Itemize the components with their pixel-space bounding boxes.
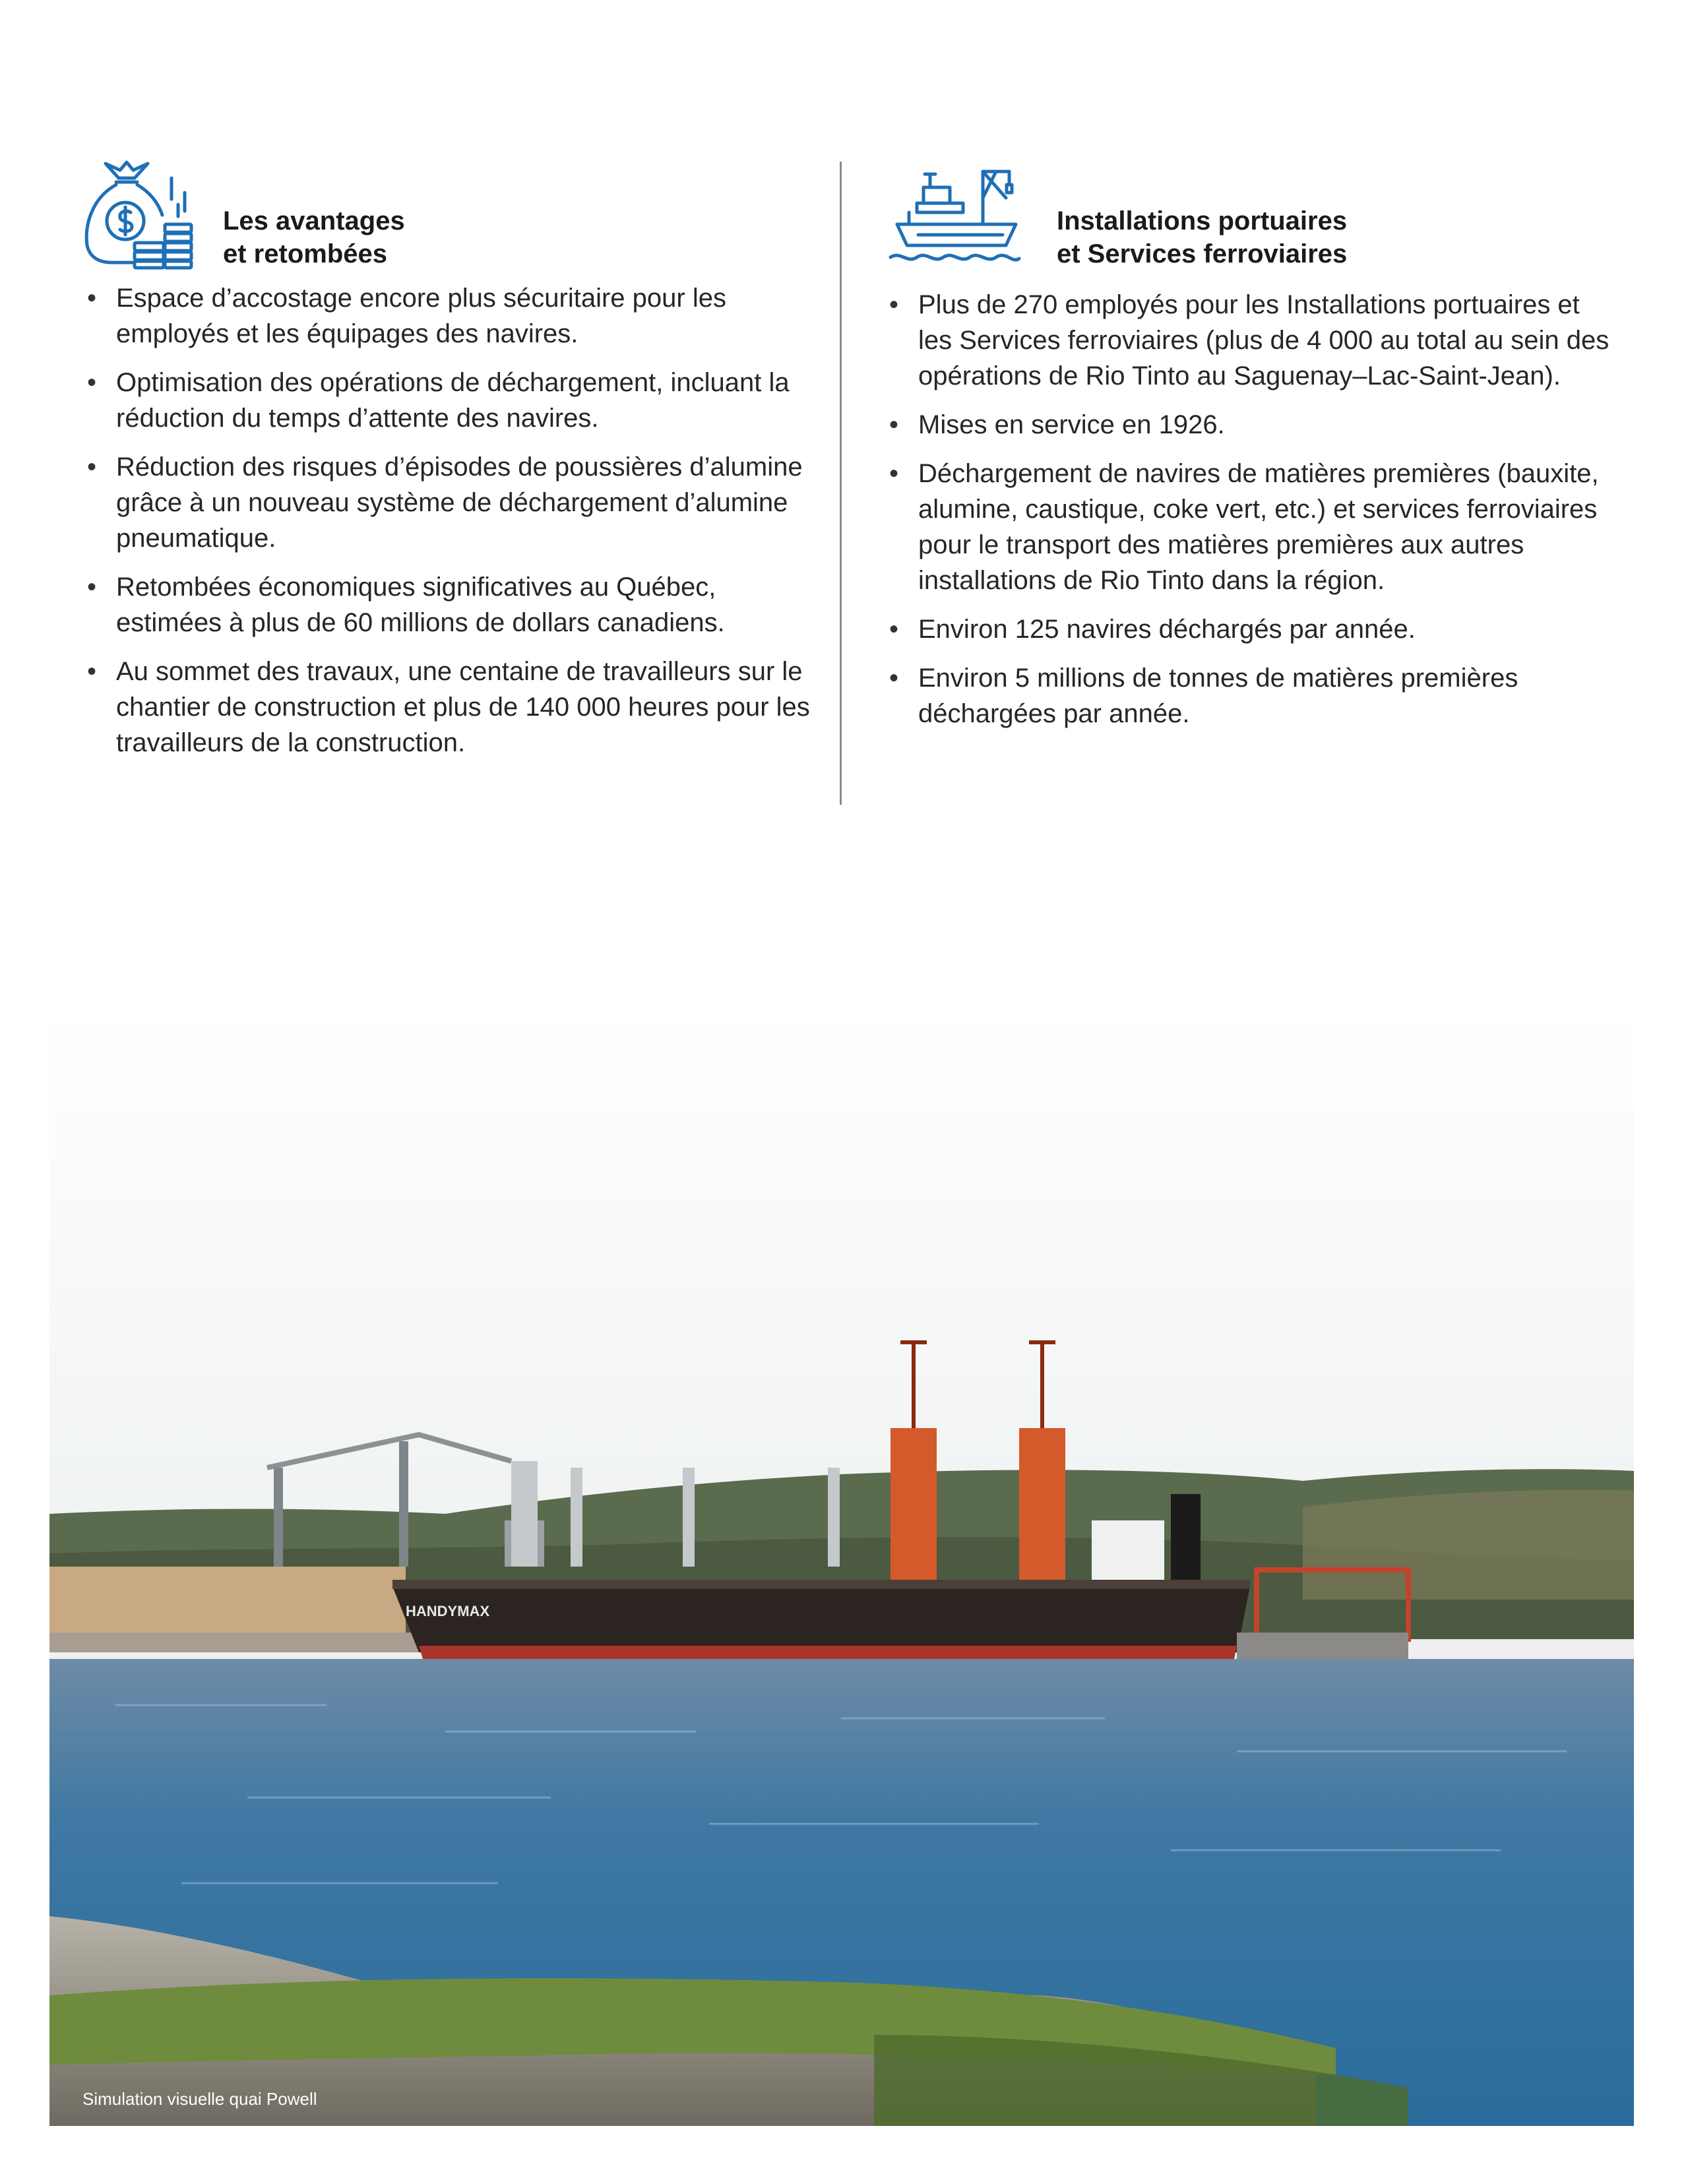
list-item: • Au sommet des travaux, une centaine de travailleurs sur le chantier de construction et plus de 140 000 heures pour les travailleurs de la construction. [82,654,811,761]
list-item: • Espace d’accostage encore plus sécuritaire pour les employés et les équipages des navires. [82,280,811,352]
benefits-list [82,280,811,761]
list-item: • Environ 5 millions de tonnes de matières premières déchargées par année. [884,660,1616,732]
port-facilities-header [884,158,1616,274]
benefits-header [79,158,811,274]
port-facilities-list [884,287,1616,732]
ship-crane-icon [884,158,1022,270]
money-bag-coins-icon [79,158,198,270]
ship-name-label: HANDYMAX [406,1603,490,1619]
port-scene-illustration [49,1006,1634,2126]
list-item: • Retombées économiques significatives au Québec, estimées à plus de 60 millions de dollars canadiens. [82,569,811,640]
benefits-title-line2: et retombées [223,239,387,268]
list-item: • Réduction des risques d’épisodes de poussières d’alumine grâce à un nouveau système de déchargement d’alumine pneumatique. [82,449,811,556]
list-item: • Déchargement de navires de matières premières (bauxite, alumine, caustique, coke vert, etc.) et services ferroviaires pour le transport des matières premières aux autres installations de Rio Tinto dans la région. [884,456,1616,598]
benefits-title [223,204,405,270]
benefits-column [79,158,811,774]
port-photo [49,1006,1634,2126]
port-facilities-title-line2: et Services ferroviaires [1057,239,1348,268]
port-facilities-title-line1: Installations portuaires [1057,206,1348,235]
benefits-title-line1: Les avantages [223,206,405,235]
list-item: • Optimisation des opérations de déchargement, incluant la réduction du temps d’attente des navires. [82,365,811,436]
port-facilities-title [1057,204,1347,270]
list-item: • Plus de 270 employés pour les Installations portuaires et les Services ferroviaires (plus de 4 000 au total au sein des opérations de Rio Tinto au Saguenay–Lac-Saint-Jean). [884,287,1616,394]
port-facilities-column [884,158,1616,745]
list-item: • Environ 125 navires déchargés par année. [884,611,1616,647]
column-divider [840,162,842,805]
photo-caption: Simulation visuelle quai Powell [82,2089,317,2109]
list-item: • Mises en service en 1926. [884,407,1616,443]
